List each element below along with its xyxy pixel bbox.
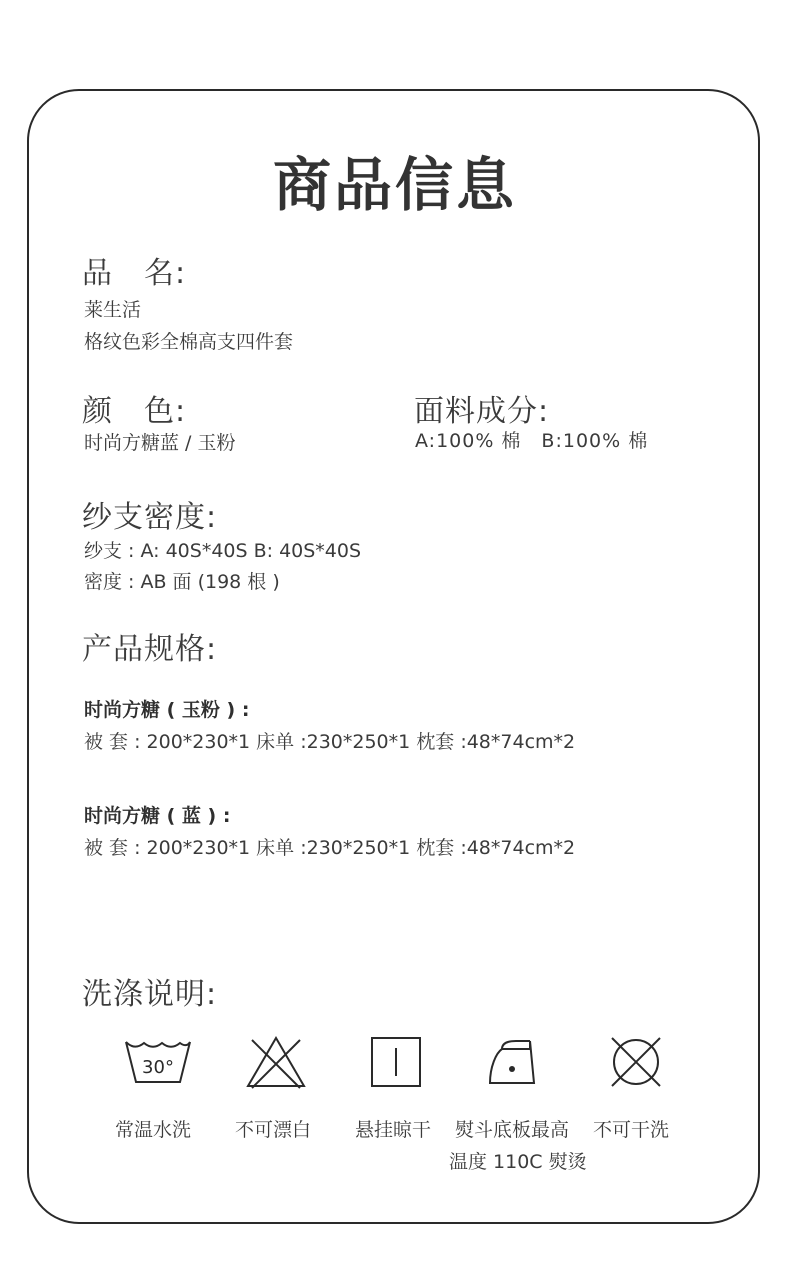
caption-no-dry-clean: 不可干洗 [593, 1119, 670, 1141]
spec-detail-blue: 被 套 : 200*230*1 床单 :230*250*1 枕套 :48*74cm*2 [84, 837, 576, 859]
fabric-value: A:100% 棉 B:100% 棉 [415, 430, 649, 452]
wash-heading: 洗涤说明: [82, 977, 218, 1012]
page-title: 商品信息 [272, 151, 517, 219]
product-name: 格纹色彩全棉高支四件套 [84, 331, 294, 353]
wash-temp-label: 30° [142, 1057, 174, 1078]
spec-label-pink: 时尚方糖 ( 玉粉 ) : [84, 699, 250, 721]
yarn-heading: 纱支密度: [82, 500, 218, 535]
spec-label-blue: 时尚方糖 ( 蓝 ) : [84, 805, 231, 827]
caption-no-bleach: 不可漂白 [235, 1119, 312, 1141]
no-dry-clean-icon [596, 1030, 676, 1094]
yarn-count: 纱支 : A: 40S*40S B: 40S*40S [84, 540, 362, 562]
caption-iron-line2: 温度 110C 熨烫 [449, 1151, 587, 1173]
name-heading: 品 名: [82, 256, 187, 291]
color-value: 时尚方糖蓝 / 玉粉 [84, 432, 236, 454]
yarn-density: 密度 : AB 面 (198 根 ) [84, 571, 280, 593]
caption-iron-line1: 熨斗底板最高 [455, 1119, 570, 1141]
no-bleach-icon [236, 1030, 316, 1094]
spec-detail-pink: 被 套 : 200*230*1 床单 :230*250*1 枕套 :48*74cm*2 [84, 731, 576, 753]
hang-dry-icon [356, 1030, 436, 1094]
fabric-heading: 面料成分: [414, 394, 550, 429]
caption-hang-dry: 悬挂晾干 [355, 1119, 432, 1141]
spec-heading: 产品规格: [82, 632, 218, 667]
iron-low-icon [474, 1030, 554, 1094]
color-heading: 颜 色: [82, 394, 187, 429]
brand-name: 莱生活 [84, 299, 142, 321]
caption-normal-wash: 常温水洗 [115, 1119, 192, 1141]
wash-30-icon [118, 1030, 198, 1094]
